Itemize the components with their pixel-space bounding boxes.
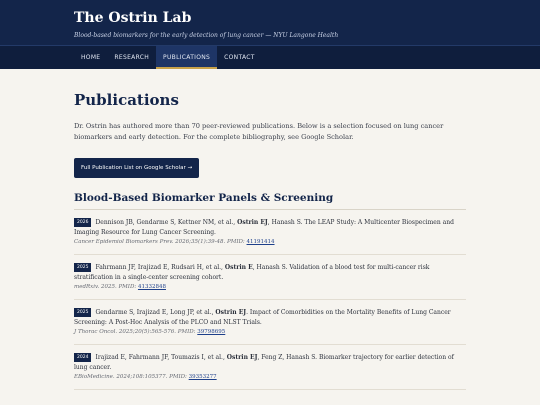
pub-journal: Cancer Epidemiol Biomarkers Prev. 2026;35(1):39-48. PMID: — [74, 239, 247, 245]
pub-authors: Irajizad E, Fahrmann JF, Toumazis I, et al., — [95, 354, 227, 361]
pmid-link[interactable]: 39353277 — [188, 374, 217, 380]
pub-title: . Impact of Comorbidities on the Mortality Benefits of Lung Cancer Screening: A Post-Hoc Analysis of the PLCO and NLST Trials. — [74, 309, 451, 326]
pmid-link[interactable]: 39798695 — [197, 329, 226, 335]
year-badge: 2026 — [74, 218, 91, 227]
pub-title: , Hanash S. The LEAP Study: A Multicenter Biospecimen and Imaging Resource for Lung Cancer Screening. — [74, 219, 454, 236]
pub-journal: medRxiv. 2025. PMID: — [74, 284, 138, 290]
pub-authors: Dennison JB, Gendarme S, Kettner NM, et al., — [95, 219, 238, 226]
nav-contact[interactable]: CONTACT — [224, 54, 255, 61]
intro-text: Dr. Ostrin has authored more than 70 peer-reviewed publications. Below is a selection focused on lung cancer biomarkers and early detection. For the complete bibliography, see Google Scholar. — [74, 122, 444, 141]
pub-highlight-author: Ostrin E — [224, 264, 253, 271]
site-title[interactable]: The Ostrin Lab — [74, 10, 192, 26]
year-badge: 2025 — [74, 308, 91, 317]
publication-item — [74, 263, 466, 300]
publication-item — [74, 308, 466, 345]
pub-highlight-author: Ostrin EJ — [237, 219, 268, 226]
section-title: Blood-Based Biomarker Panels & Screening — [74, 192, 466, 210]
nav-research[interactable]: RESEARCH — [114, 54, 150, 61]
year-badge: 2024 — [74, 353, 91, 362]
site-tagline: Blood-based biomarkers for the early detection of lung cancer — NYU Langone Health — [74, 32, 339, 39]
pmid-link[interactable]: 41191414 — [246, 239, 275, 245]
nav-publications[interactable]: PUBLICATIONS — [156, 46, 217, 69]
publication-item — [74, 353, 466, 390]
pub-highlight-author: Ostrin EJ — [226, 354, 258, 361]
pub-title: , Feng Z, Hanash S. Biomarker trajectory for earlier detection of lung cancer. — [74, 354, 454, 371]
pub-authors: Gendarme S, Irajizad E, Long JP, et al., — [95, 309, 216, 316]
pmid-link[interactable]: 41332848 — [137, 284, 166, 290]
google-scholar-button[interactable]: Full Publication List on Google Scholar → — [74, 158, 199, 178]
pub-journal: EBioMedicine. 2024;108:105377. PMID: — [74, 374, 189, 380]
main-nav — [0, 45, 540, 69]
year-badge: 2025 — [74, 263, 91, 272]
nav-home[interactable]: HOME — [81, 54, 101, 61]
pub-title: , Hanash S. Validation of a blood test for multi-cancer risk stratification in a single-center screening cohort. — [74, 264, 430, 281]
pub-authors: Fahrmann JF, Irajizad E, Rudsari H, et al., — [95, 264, 225, 271]
publication-item — [74, 218, 466, 255]
page-title: Publications — [74, 91, 179, 109]
pub-highlight-author: Ostrin EJ — [215, 309, 247, 316]
main-content — [0, 69, 540, 390]
site-header — [0, 0, 540, 45]
pub-journal: J Thorac Oncol. 2025;20(5):565-576. PMID: — [74, 329, 198, 335]
